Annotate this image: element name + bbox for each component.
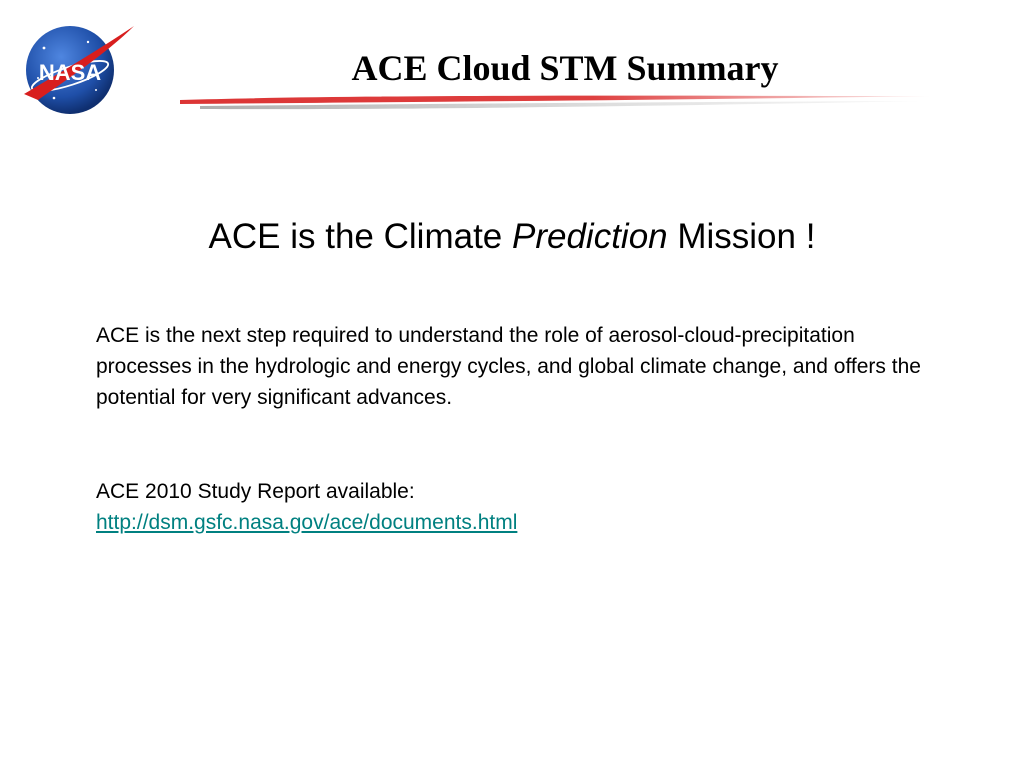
study-report-label: ACE 2010 Study Report available: xyxy=(96,480,415,503)
headline-after: Mission ! xyxy=(667,217,816,256)
logo-text: NASA xyxy=(38,60,102,85)
headline xyxy=(0,216,1024,258)
nasa-meatball-icon xyxy=(18,20,138,120)
study-report-link[interactable]: http://dsm.gsfc.nasa.gov/ace/documents.html xyxy=(96,511,518,534)
summary-paragraph: ACE is the next step required to understand the role of aerosol-cloud-precipitation processes in the hydrologic and energy cycles, and global climate change, and offers the potential for very significant advances. xyxy=(96,324,921,409)
study-report xyxy=(96,476,926,538)
nasa-logo xyxy=(18,20,138,120)
headline-before: ACE is the Climate xyxy=(208,217,512,256)
headline-emphasis: Prediction xyxy=(511,217,668,256)
page-title: ACE Cloud STM Summary xyxy=(351,48,779,88)
title-swoosh-rule xyxy=(180,90,930,114)
